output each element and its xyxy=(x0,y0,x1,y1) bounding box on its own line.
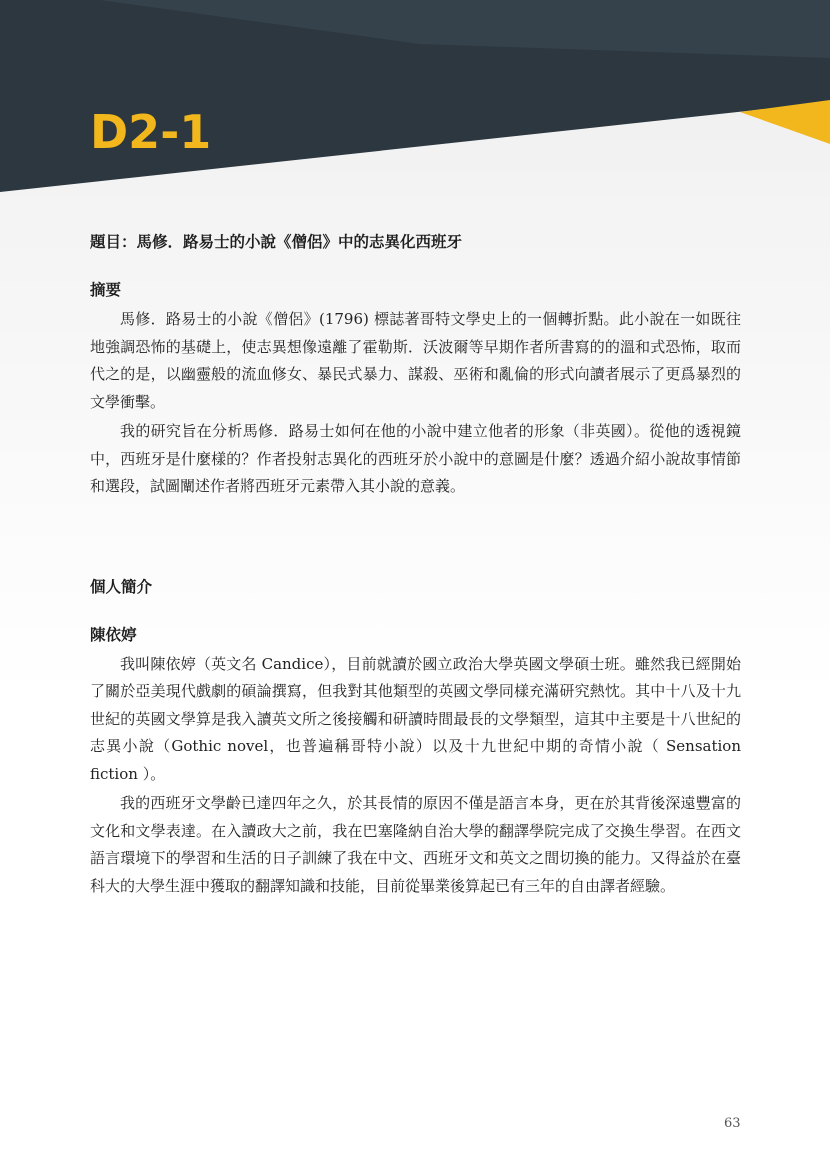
header-banner xyxy=(0,0,830,200)
bio-paragraph-2: 我的西班牙文學齡已達四年之久，於其長情的原因不僅是語言本身，更在於其背後深遠豐富的文化和文學表達。在入讀政大之前，我在巴塞隆納自治大學的翻譯學院完成了交換生學習。在西文語言環境下的學習和生活的日子訓練了我在中文、西班牙文和英文之間切換的能力。又得益於在臺科大的大學生涯中獲取的翻譯知識和技能，目前從畢業後算起已有三年的自由譯者經驗。 xyxy=(90,794,741,895)
bio-paragraph-1: 我叫陳依婷（英文名 Candice），目前就讀於國立政治大學英國文學碩士班。雖然我已經開始了關於亞美現代戲劇的碩論撰寫，但我對其他類型的英國文學同樣充滿研究熱忱。其中十八及十九世紀的英國文學算是我入讀英文所之後接觸和研讀時間最長的文學類型，這其中主要是十八世紀的志異小說（Gothic novel，也普遍稱哥特小說）以及十九世紀中期的奇情小說（ Sensation fiction ）。 xyxy=(90,654,741,783)
abstract-paragraph-2: 我的研究旨在分析馬修．路易士如何在他的小說中建立他者的形象（非英國）。從他的透視鏡中，西班牙是什麼樣的？作者投射志異化的西班牙於小說中的意圖是什麼？透過介紹小說故事情節和選段，試圖闡述作者將西班牙元素帶入其小說的意義。 xyxy=(90,422,741,495)
bio-heading: 個人簡介 xyxy=(90,577,153,596)
abstract-paragraph-1: 馬修．路易士的小說《僧侶》(1796) 標誌著哥特文學史上的一個轉折點。此小說在一如既往地強調恐怖的基礎上，使志異想像遠離了霍勒斯．沃波爾等早期作者所書寫的的溫和式恐怖，取而代之的是，以幽靈般的流血修女、暴民式暴力、謀殺、巫術和亂倫的形式向讀者展示了更爲暴烈的文學衝擊。 xyxy=(90,310,741,411)
paper-title: 題目：馬修．路易士的小說《僧侶》中的志異化西班牙 xyxy=(90,233,463,251)
main-content xyxy=(90,228,741,900)
page-number: 63 xyxy=(724,1116,741,1131)
chapter-code: D2-1 xyxy=(90,105,212,159)
abstract-heading: 摘要 xyxy=(90,281,122,299)
author-name: 陳依婷 xyxy=(90,625,137,644)
